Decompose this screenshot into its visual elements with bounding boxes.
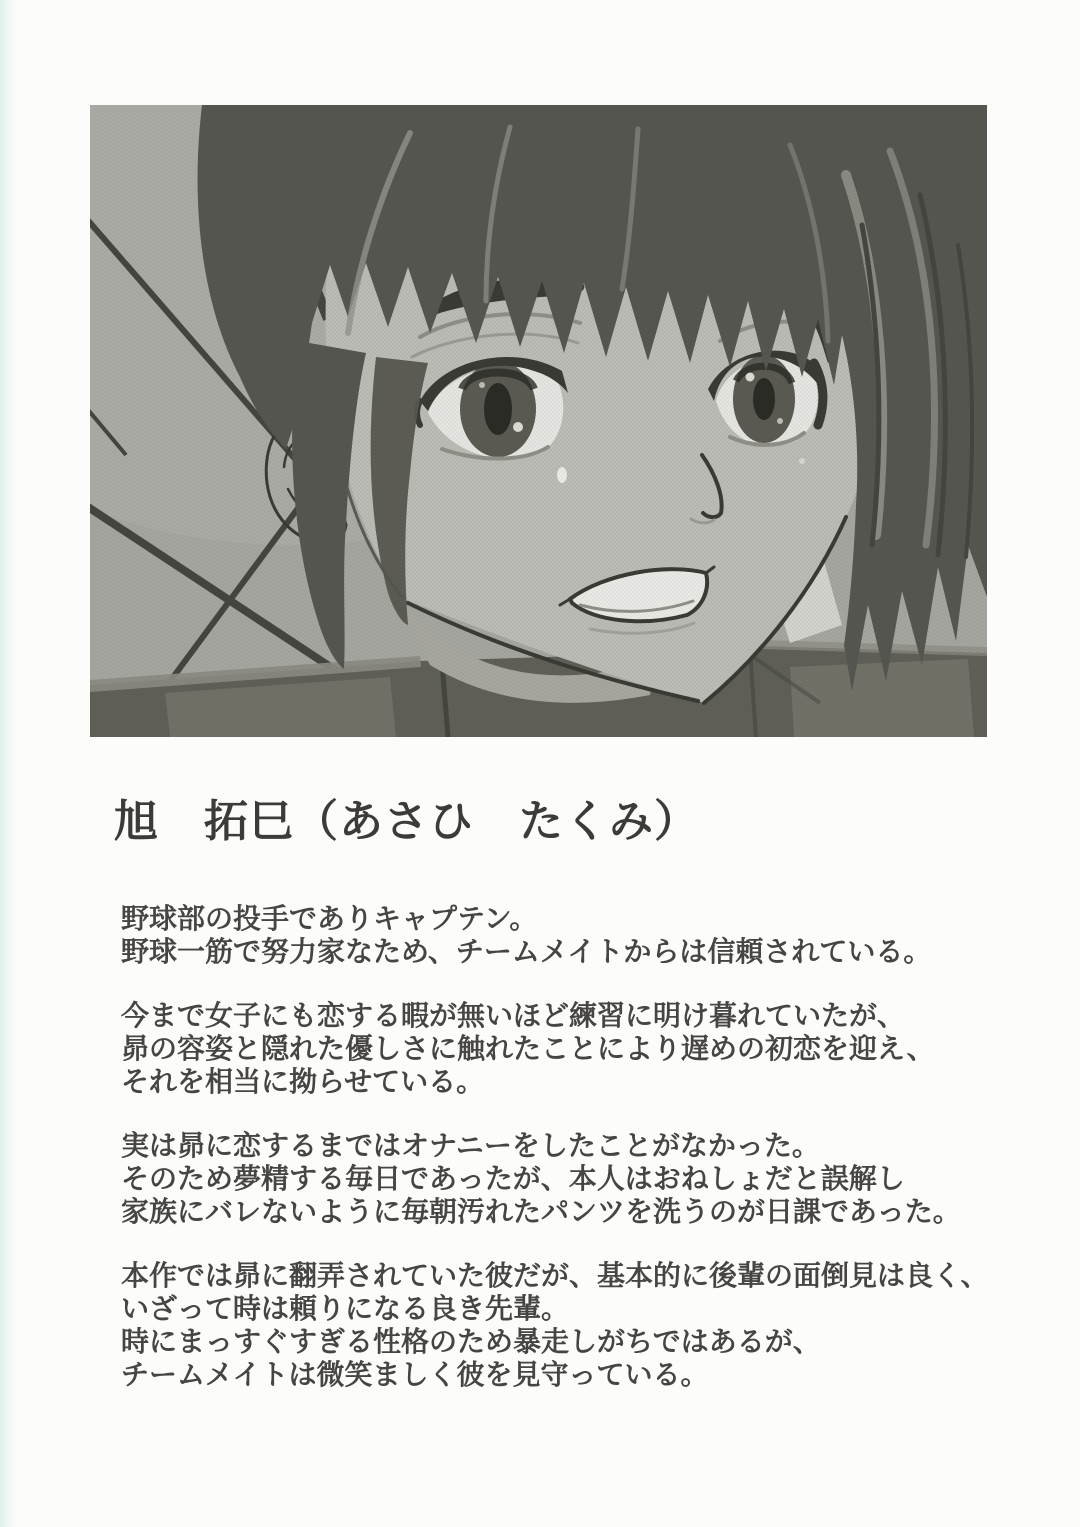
- bio-line: 今まで女子にも恋する暇が無いほど練習に明け暮れていたが、: [121, 1001, 906, 1032]
- bio-line: いざって時は頼りになる良き先輩。: [121, 1294, 570, 1325]
- character-illustration: [90, 105, 987, 737]
- bio-paragraph: [121, 1260, 988, 1392]
- bio-line: チームメイトは微笑ましく彼を見守っている。: [121, 1360, 709, 1391]
- scan-edge-tint: [0, 0, 18, 1527]
- bio-line: それを相当に拗らせている。: [121, 1067, 485, 1098]
- bio-line: 時にまっすぐすぎる性格のため暴走しがちではあるが、: [121, 1327, 821, 1358]
- bio-line: 実は昴に恋するまではオナニーをしたことがなかった。: [121, 1131, 820, 1162]
- bio-line: そのため夢精する毎日であったが、本人はおねしょだと誤解し: [121, 1164, 905, 1195]
- character-bio: [121, 903, 988, 1423]
- illustration-svg: [90, 105, 987, 737]
- bio-line: 昴の容姿と隠れた優しさに触れたことにより遅めの初恋を迎え、: [121, 1034, 935, 1065]
- bio-paragraph: [121, 1000, 988, 1099]
- bio-line: 野球一筋で努力家なため、チームメイトからは信頼されている。: [121, 937, 932, 968]
- bio-paragraph: [121, 1130, 988, 1229]
- bio-line: 家族にバレないように毎朝汚れたパンツを洗うのが日課であった。: [121, 1197, 961, 1228]
- character-name-heading: 旭 拓巳（あさひ たくみ）: [114, 797, 699, 846]
- bio-line: 野球部の投手でありキャプテン。: [121, 904, 538, 935]
- bio-paragraph: [121, 903, 988, 969]
- halftone-overlay: [90, 105, 987, 737]
- bio-line: 本作では昴に翻弄されていた彼だが、基本的に後輩の面倒見は良く、: [121, 1261, 989, 1292]
